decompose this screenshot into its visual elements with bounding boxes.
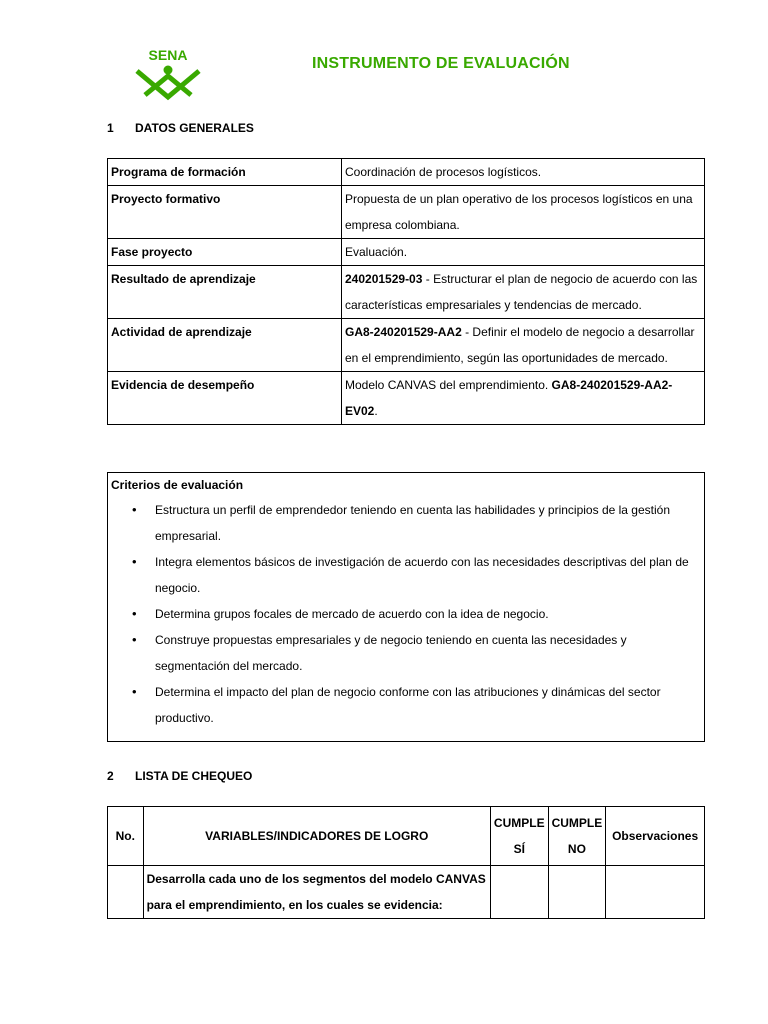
table-header-row (108, 807, 705, 866)
row-cumple-si[interactable] (490, 866, 548, 919)
value-text: Modelo CANVAS del emprendimiento. (345, 378, 552, 392)
col-variables-header: VARIABLES/INDICADORES DE LOGRO (143, 807, 490, 866)
row-label: Resultado de aprendizaje (108, 266, 342, 319)
document-title: INSTRUMENTO DE EVALUACIÓN (312, 55, 570, 72)
table-row (108, 319, 705, 372)
section-number: 1 (107, 121, 114, 135)
value-text: - Estructurar el plan de negocio de acuerdo con las características empresariales y tendencias de mercado. (345, 272, 698, 312)
row-cumple-no[interactable] (548, 866, 606, 919)
row-value: Propuesta de un plan operativo de los procesos logísticos en una empresa colombiana. (342, 186, 705, 239)
col-observaciones-header: Observaciones (606, 807, 705, 866)
row-value (342, 266, 705, 319)
table-row (108, 186, 705, 239)
table-row (108, 159, 705, 186)
col-cumple-si-header: CUMPLE SÍ (490, 807, 548, 866)
general-data-table (107, 158, 705, 425)
row-no (108, 866, 144, 919)
sena-logo (133, 45, 203, 105)
table-row (108, 866, 705, 919)
row-value: Evaluación. (342, 239, 705, 266)
value-text: - Definir el modelo de negocio a desarrollar en el emprendimiento, según las oportunidades de mercado. (345, 325, 695, 365)
value-suffix: . (374, 404, 378, 418)
row-label: Fase proyecto (108, 239, 342, 266)
section-title: LISTA DE CHEQUEO (135, 769, 253, 783)
row-label: Programa de formación (108, 159, 342, 186)
row-value (342, 372, 705, 425)
row-label: Proyecto formativo (108, 186, 342, 239)
code: GA8-240201529-AA2 (345, 325, 462, 339)
row-label: Actividad de aprendizaje (108, 319, 342, 372)
section-2-heading (107, 769, 252, 783)
section-title: DATOS GENERALES (135, 121, 254, 135)
list-item: • Integra elementos básicos de investigación de acuerdo con las necesidades descriptivas del plan de negocio. (108, 549, 704, 601)
table-row (108, 372, 705, 425)
table-row (108, 266, 705, 319)
section-number: 2 (107, 769, 114, 783)
checklist-table (107, 806, 705, 919)
list-item: • Estructura un perfil de emprendedor teniendo en cuenta las habilidades y principios de la gestión empresarial. (108, 497, 704, 549)
row-value: Coordinación de procesos logísticos. (342, 159, 705, 186)
list-item: • Determina el impacto del plan de negocio conforme con las atribuciones y dinámicas del sector productivo. (108, 679, 704, 731)
row-observaciones[interactable] (606, 866, 705, 919)
list-item: • Determina grupos focales de mercado de acuerdo con la idea de negocio. (108, 601, 704, 627)
list-item: • Construye propuestas empresariales y de negocio teniendo en cuenta las necesidades y segmentación del mercado. (108, 627, 704, 679)
row-value (342, 319, 705, 372)
evaluation-criteria (107, 472, 705, 742)
col-no-header: No. (108, 807, 144, 866)
logo-text: SENA (148, 47, 188, 63)
row-label: Evidencia de desempeño (108, 372, 342, 425)
col-cumple-no-header: CUMPLE NO (548, 807, 606, 866)
table-row (108, 239, 705, 266)
row-indicator: Desarrolla cada uno de los segmentos del modelo CANVAS para el emprendimiento, en los cuales se evidencia: (143, 866, 490, 919)
criteria-list (108, 497, 704, 731)
code: 240201529-03 (345, 272, 423, 286)
section-1-heading (107, 121, 254, 135)
code: GA8-240201529-AA2-EV02 (345, 378, 673, 418)
criteria-title: Criterios de evaluación (111, 478, 244, 492)
